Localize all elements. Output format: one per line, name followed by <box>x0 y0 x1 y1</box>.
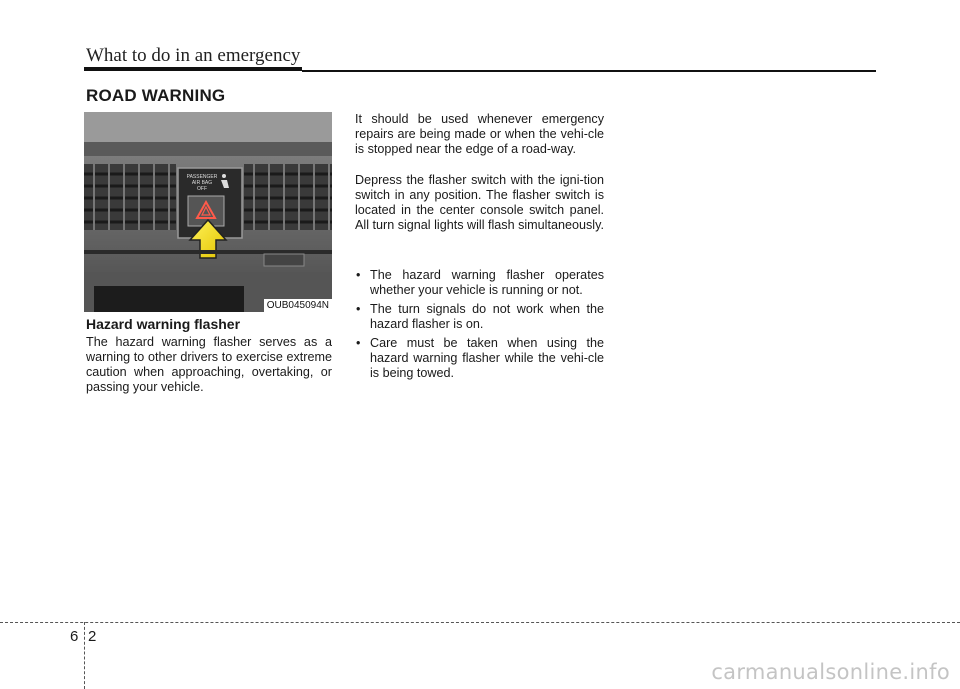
header-rule-thick <box>84 67 302 71</box>
hazard-subheading: Hazard warning flasher <box>86 316 241 332</box>
left-air-vent <box>84 164 176 230</box>
list-item: • The turn signals do not work when the hazard flasher is on. <box>356 302 604 331</box>
operation-paragraph: Depress the flasher switch with the igni-tion switch in any position. The flasher switch is located in the center console switch panel. All turn signal lights will flash simultaneously. <box>355 173 604 232</box>
header-rule-thin <box>302 70 876 72</box>
dashboard-illustration <box>84 112 332 312</box>
figure-caption: OUB045094N <box>264 299 332 312</box>
notes-list <box>355 268 604 385</box>
list-item: • The hazard warning flasher operates whether your vehicle is running or not. <box>356 268 604 297</box>
airbag-label-1: PASSENGER <box>186 174 218 180</box>
airbag-label-3: OFF <box>197 186 207 192</box>
airbag-label-2: AIR BAG <box>191 180 213 186</box>
usage-paragraph: It should be used whenever emergency repairs are being made or when the vehi-cle is stopped near the edge of a road-way. <box>355 112 604 156</box>
list-item: • Care must be taken when using the hazard warning flasher while the vehi-cle is being towed. <box>356 336 604 380</box>
footer-vertical-divider <box>84 622 85 689</box>
header-title: What to do in an emergency <box>86 45 301 66</box>
right-air-vent <box>244 164 332 230</box>
section-heading: ROAD WARNING <box>86 86 226 105</box>
hazard-intro-paragraph: The hazard warning flasher serves as a warning to other drivers to exercise extreme caution when approaching, overtaking, or passing your vehicle. <box>86 335 332 394</box>
watermark: carmanualsonline.info <box>711 660 950 684</box>
footer-divider <box>0 622 960 623</box>
page-number: 2 <box>88 628 97 645</box>
hazard-switch-figure <box>84 112 332 312</box>
chapter-number: 6 <box>70 628 79 645</box>
